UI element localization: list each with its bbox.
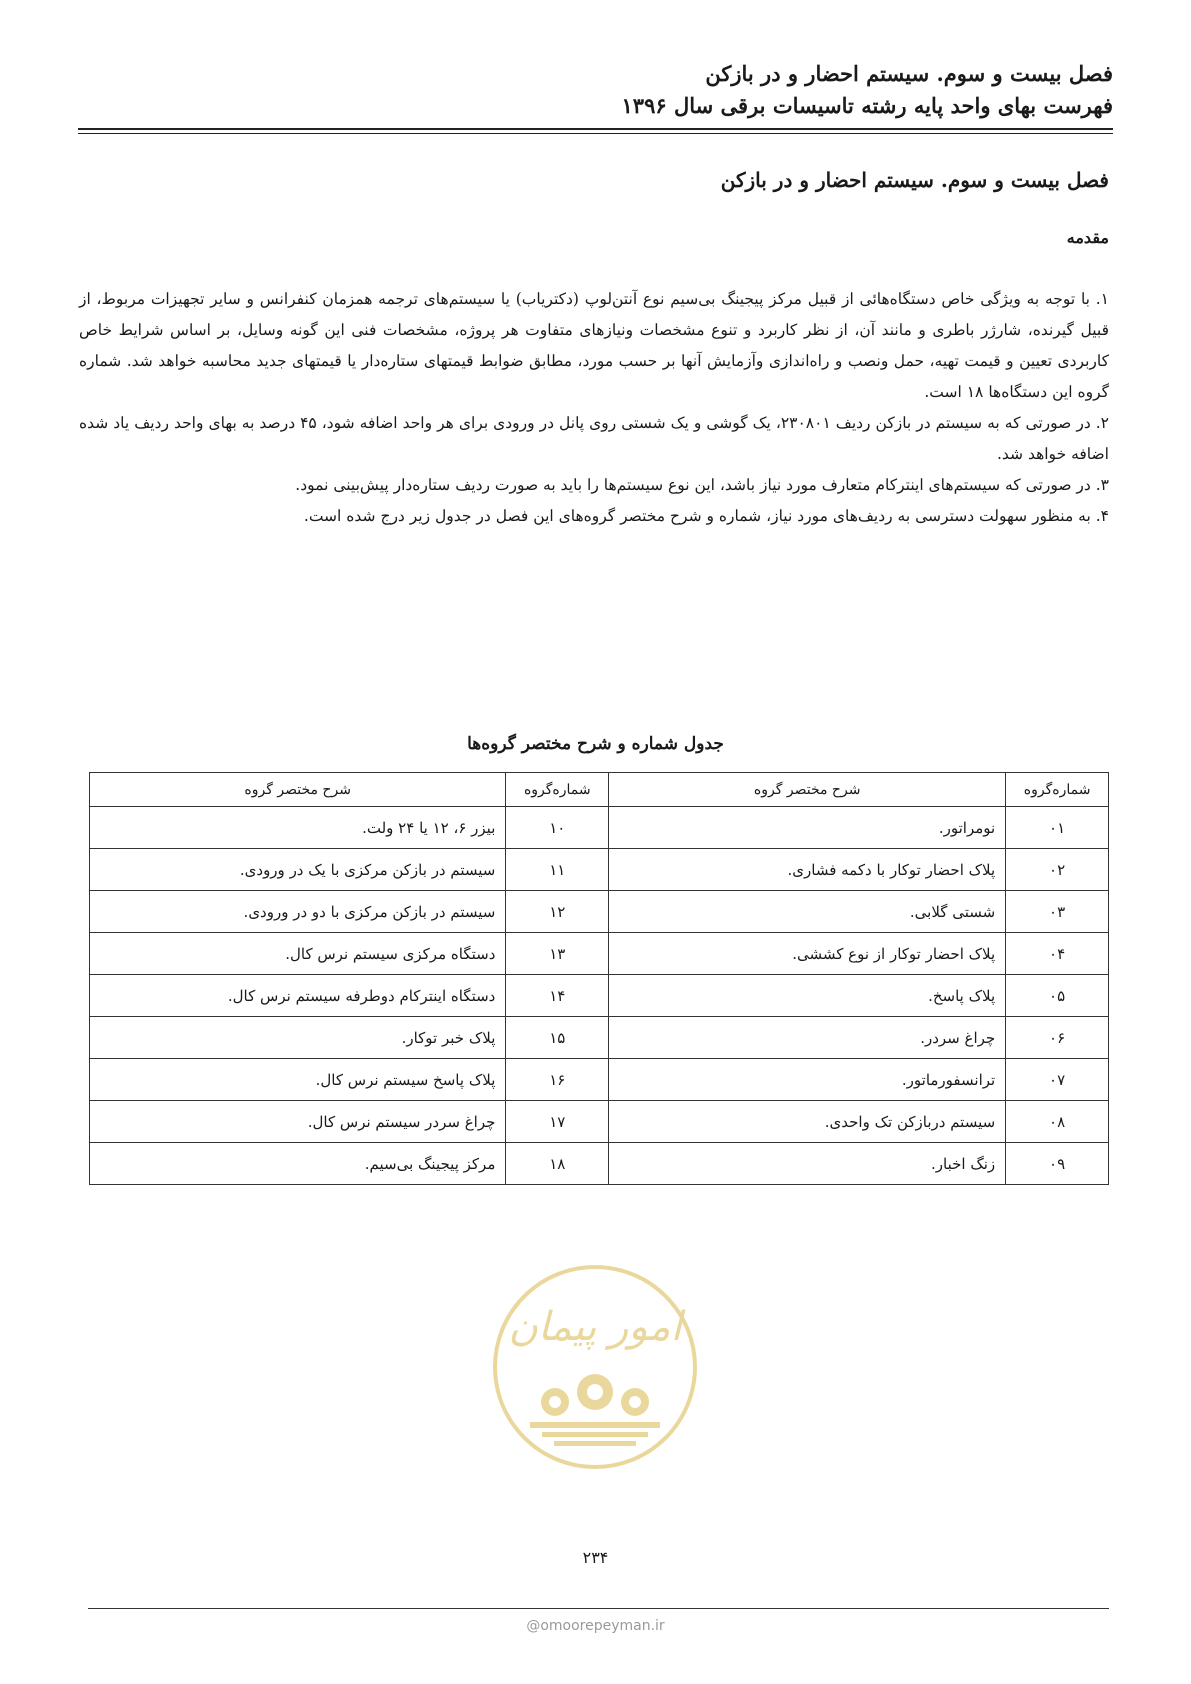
group-number: ۱۲ [506,891,609,933]
header-rule-thin [78,133,1113,134]
group-number: ۰۹ [1006,1143,1109,1185]
header-group-description: شرح مختصر گروه [90,773,506,807]
chapter-title: فصل بیست و سوم. سیستم احضار و در بازکن [720,168,1109,192]
group-number: ۰۲ [1006,849,1109,891]
group-number: ۱۸ [506,1143,609,1185]
table-header-row [90,773,1109,807]
group-description: مرکز پیجینگ بی‌سیم. [90,1143,506,1185]
table-row [90,933,1109,975]
group-number: ۰۶ [1006,1017,1109,1059]
group-description: چراغ سردر سیستم نرس کال. [90,1101,506,1143]
group-number: ۱۳ [506,933,609,975]
header-group-description: شرح مختصر گروه [609,773,1006,807]
group-number: ۰۱ [1006,807,1109,849]
paragraph-2: ۲. در صورتی که به سیستم در بازکن ردیف ۲۳۰۸۰۱، یک گوشی و یک شستی روی پانل در ورودی برای هر واحد اضافه شود، ۴۵ درصد به بهای واحد ردیف یاد شده اضافه خواهد شد. [79,414,1109,463]
table-row [90,807,1109,849]
group-number: ۰۴ [1006,933,1109,975]
page-number: ۲۳۴ [582,1548,609,1567]
paragraph-1: ۱. با توجه به ویژگی خاص دستگاه‌هائی از قبیل مرکز پیجینگ بی‌سیم نوع آنتن‌لوپ (دکتریاب) یا سیستم‌های ترجمه همزمان کنفرانس و سایر تجهیزات مربوط، از قبیل گیرنده، شارژر باطری و مانند آن، از نظر کاربرد و تنوع مشخصات ونیازهای متفاوت هر پروژه، مشخصات فنی این گونه وسایل، بر اساس شرایط خاص کاربردی تعیین و قیمت تهیه، حمل ونصب و راه‌اندازی وآزمایش آنها بر حسب مورد، مطابق ضوابط قیمتهای ستاره‌دار یا قیمتهای جدید محاسبه خواهد شد. شماره گروه این دستگاه‌ها ۱۸ است. [79,290,1109,401]
table-row [90,1101,1109,1143]
intro-heading: مقدمه [1066,228,1109,247]
group-description: بیزر ۶، ۱۲ یا ۲۴ ولت. [90,807,506,849]
group-number: ۰۳ [1006,891,1109,933]
group-description: پلاک احضار توکار با دکمه فشاری. [609,849,1006,891]
omoore-peyman-seal-logo [490,1262,700,1472]
running-header-chapter: فصل بیست و سوم. سیستم احضار و در بازکن [705,61,1113,86]
table-caption: جدول شماره و شرح مختصر گروه‌ها [467,734,724,754]
group-number: ۱۴ [506,975,609,1017]
group-description: دستگاه مرکزی سیستم نرس کال. [90,933,506,975]
group-description: پلاک احضار توکار از نوع کششی. [609,933,1006,975]
group-description: زنگ اخبار. [609,1143,1006,1185]
intro-body [79,284,1109,532]
group-number: ۱۷ [506,1101,609,1143]
group-number: ۱۰ [506,807,609,849]
paragraph-3: ۳. در صورتی که سیستم‌های اینترکام متعارف مورد نیاز باشد، این نوع سیستم‌ها را باید به صورت ردیف ستاره‌دار پیش‌بینی نمود. [295,476,1109,494]
group-description: دستگاه اینترکام دوطرفه سیستم نرس کال. [90,975,506,1017]
footer-website [0,1618,1191,1634]
footer-website-label: omoorepeyman.ir [540,1618,665,1634]
table-row [90,975,1109,1017]
group-number: ۱۱ [506,849,609,891]
paragraph-4: ۴. به منظور سهولت دسترسی به ردیف‌های مورد نیاز، شماره و شرح مختصر گروه‌های این فصل در جدول زیر درج شده است. [303,507,1109,525]
running-header-list-title: فهرست بهای واحد پایه رشته تاسیسات برقی سال ۱۳۹۶ [621,93,1113,118]
table-row [90,1059,1109,1101]
running-header [78,58,1113,122]
group-number: ۰۵ [1006,975,1109,1017]
group-description: چراغ سردر. [609,1017,1006,1059]
table-row [90,849,1109,891]
header-rule-thick [78,128,1113,130]
group-description: پلاک خبر توکار. [90,1017,506,1059]
footer-rule [88,1608,1109,1609]
header-group-number: شماره‌گروه [1006,773,1109,807]
groups-table [89,772,1109,1185]
group-description: پلاک پاسخ سیستم نرس کال. [90,1059,506,1101]
group-description: سیستم دربازکن تک واحدی. [609,1101,1006,1143]
group-number: ۱۵ [506,1017,609,1059]
table-row [90,1143,1109,1185]
group-number: ۱۶ [506,1059,609,1101]
group-description: سیستم در بازکن مرکزی با دو در ورودی. [90,891,506,933]
group-number: ۰۷ [1006,1059,1109,1101]
table-row [90,891,1109,933]
group-description: نومراتور. [609,807,1006,849]
group-description: شستی گلابی. [609,891,1006,933]
at-icon: @ [526,1618,541,1634]
group-number: ۰۸ [1006,1101,1109,1143]
group-description: ترانسفورماتور. [609,1059,1006,1101]
group-description: پلاک پاسخ. [609,975,1006,1017]
seal-lettering: امور پیمان [508,1304,682,1350]
header-group-number: شماره‌گروه [506,773,609,807]
table-row [90,1017,1109,1059]
group-description: سیستم در بازکن مرکزی با یک در ورودی. [90,849,506,891]
